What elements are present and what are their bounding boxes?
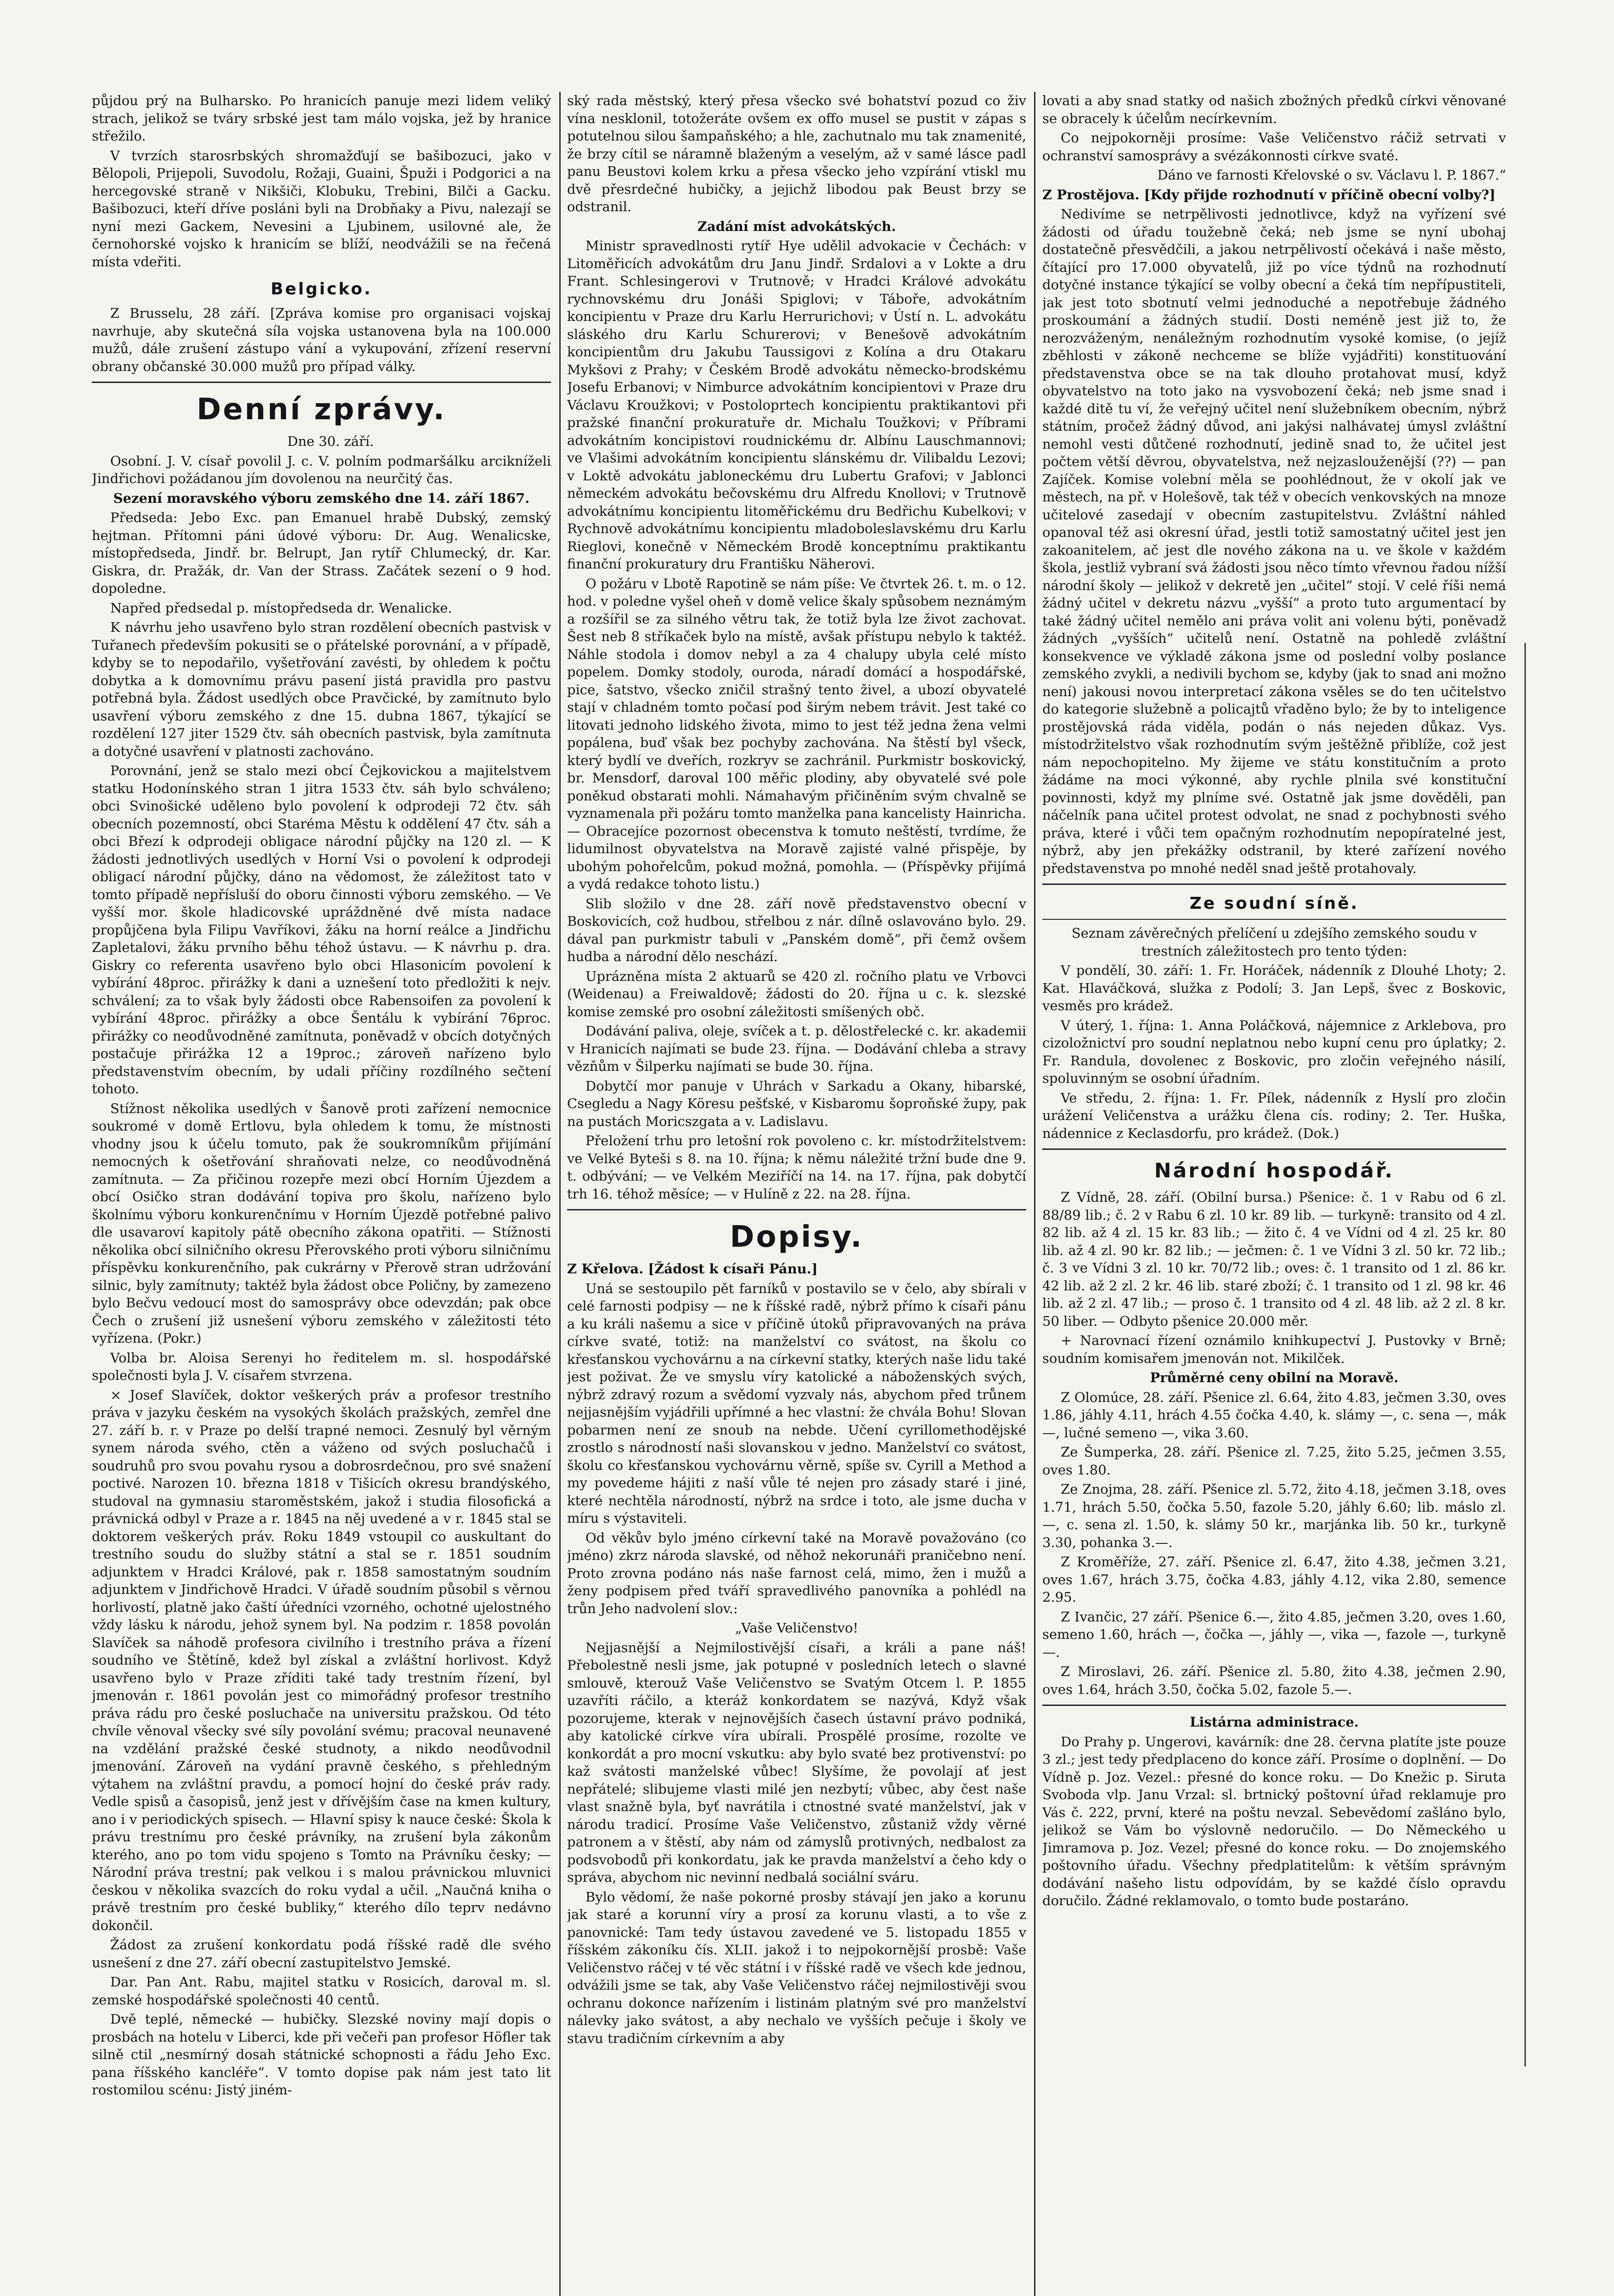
column-divider (1034, 92, 1035, 2296)
news-item: Slib složilo v dne 28. září nově představenstvo obecní v Boskovicích, což hudbou, střelbou z nár. dílně oslavováno bylo. 29. dával pan purkmistr tabuli v „Panském domě“, při čemž ovšem hudba a národní dělo neschází. (567, 895, 1026, 964)
section-heading: Ze soudní síně. (1189, 894, 1359, 913)
news-item: Osobní. J. V. císař povolil J. c. V. polním podmaršálku arcikníželi Jindřichovi požádanou jím dovolenou na neurčitý čas. (92, 453, 551, 486)
news-item: V pondělí, 30. září: 1. Fr. Horáček, nádenník z Dlouhé Lhoty; 2. Kat. Hlaváčková, služka z Podolí; 3. Jan Lepš, švec z Boskovic, vesměs pro krádež. (1042, 962, 1506, 1013)
market-report: Ze Šumperka, 28. září. Pšenice zl. 7.25, žito 5.25, ječmen 3.55, oves 1.80. (1042, 1444, 1506, 1478)
news-item: Uprázněna místa 2 aktuarů se 420 zl. ročního platu ve Vrbovci (Weidenau) a Freiwaldově; žádosti do 20. října u c. k. slezské komise zemské pro osobní záležitosti smíšených obč. (567, 968, 1026, 1019)
section-rule (567, 1209, 1026, 1210)
news-item: Dobytčí mor panuje v Uhrách v Sarkadu a Okany, hibarské, Csegledu a Nagy Köresu pešťské, v Kisbaromu šoproňské župy, pak na pustách Moricszgata a v. Ladislavu. (567, 1078, 1026, 1129)
news-item: × Josef Slavíček, doktor veškerých práv a profesor trestního práva v jazyku českém na vysokých školách pražských, zemřel dne 27. září b. r. v Praze po delší trapné nemoci. Zesnulý byl věrným synem národa svého, ctěn a váženo od svých posluchačů i soudruhů pro svou povahu rysou a dobrosrdečnou, pro své snažení poctivé. Narozen 10. března 1818 v Tišicích okresu brandýského, studoval na gymnasiu staroměstském, jakož i studia filosofická a právnická odbyl v Praze a r. 1845 na něj uvedené a v r. 1845 stal se doktorem veškerých práv. Roku 1849 vstoupil co auskultant do trestního soudu do služby státní a stal se r. 1851 soudním adjunktem v Hradci Králové, pak r. 1858 samostatným soudním adjunktem v Jindřichově Hradci. V úřadě soudním působil s věrnou horlivostí, platně jako čaští úředníci vzorného, ochotné ujelostného vždy lásku k národu, jehož synem byl. Na podzim r. 1858 povolán Slavíček sa náhodě profesora civilního i trestního práva a řízení soudního ve Štětíně, kdež byl získal a zvláštní horlivost. Když usavřeno bylo v Praze zříditi také tady trestním řízení, byl jmenován r. 1861 povolán jest co mimořádný profesor trestního práva rádu pro české posluchače na universitu pražskou. Od této chvíle věnoval všecky své síly povolání svému; pracoval neunavené na vzdělání pražské české studnoty, a nikdo neodůvodnil jmenování. Zároveň na vydání pravně českého, s přehledným výtahem na zvláštní pravdu, a pomocí hojní do české práv rady. Vedle spisů a časopisů, jenž jest v dřívějším čase na kmen kultury, ano i v periodických spisech. — Hlavní spisy k nauce české: Škola k právu trestnímu pro české právníky, na zrušení byla zákonům kterého, ano po tom vidu spojeno s Tomto na Právníku česky; — Národní práva trestní; pak velkou i s malou právnickou mluvnici českou v několika svazcích do roku vydal a učil. „Naučná kniha o právě trestním pro české bubliky,“ kterého dílo teprv nedávno dokončil. (92, 1387, 551, 1933)
section-heading: Denní zprávy. (197, 393, 446, 427)
market-report: Ze Znojma, 28. září. Pšenice zl. 5.72, žito 4.18, ječmen 3.18, oves 1.71, hrách 5.50, čočka 5.50, fazole 5.20, jáhly 6.60; lib. máslo zl. —, c. sena zl. 1.50, k. slámy 50 kr., marjánka lib. 50 kr., turkyně 3.30, pohanka 3.—. (1042, 1481, 1506, 1550)
news-item: Porovnání, jenž se stalo mezi obcí Čejkovickou a majitelstvem statku Hodonínského stran 1 jitra 1533 čtv. sáh bylo schváleno; obci Svinošické uděleno bylo povolení k odprodeji 72 čtv. sáh obecních pozemností, obci Staréma Městu k oddělení 47 čtv. sáh a obci Březí k odprodeji obligace národní půjčky na 120 zl. — K žádosti jednotlivých usedlých v Horní Vsi o povolení k odprodeji obligací národní půjčky, dáno na vědomost, že záležitost tato v tomto případě nepřísluší do oboru činnosti výboru zemského. — Ve vyšší mor. škole hladicovské upráždněné dvě místa nadace propůjčena byla Filipu Vavříkovi, žáku na horní reálce a Jindřichu Zapletalovi, žáku prvního běhu téhož ústavu. — K návrhu p. dra. Giskry co referenta usavřeno bylo obci Hlasonicím povolení k vybírání 48proc. přirážky k dani a uznešení toto předložiti k nejv. schválení; za to však byly žádosti obce Rabensoifen za povolení k vybírání 48proc. přirážky a obce Šentálu k vybírání 76proc. přirážky co neodůvodněné zamítnuta, poněvadž v obcích dotyčných postačuje přirážka 12 a 19proc.; zároveň nařízeno bylo představenstvím obecním, by udali příčiny rozdílného sečtení tohoto. (92, 763, 551, 1097)
letter-signature: Dáno ve farnosti Křelovské o sv. Václavu l. P. 1867.“ (1157, 167, 1506, 183)
article-text: V tvrzích starosrbských shromažďují se bašibozuci, jako v Bělopoli, Prijepoli, Suvodolu, Rožaji, Guaini, Špuži i Podgorici a na hercegovské straně v Nikšiči, Klobuku, Trebini, Bilči a Gacku. Bašibozuci, kteří dříve posláni byli na Drobňaky a Pivu, nalezají se nyní mezi Gackem, Nevesini a Ljubinem, usilovné ale, že černohorské vojsko k hranicím se blíží, neodvážili se na řečená místa vdeřiti. (92, 147, 551, 270)
news-heading: Seznam závěrečných přelíčení u zdejšího zemského soudu v trestních záležitostech pro tento týden: (1071, 925, 1477, 959)
market-report: + Narovnací řízení oznámilo knihkupectví J. Pustovky v Brně; soudním komisařem jmenován not. Mikilček. (1042, 1333, 1506, 1366)
letter-salutation: „Vaše Veličenstvo! (735, 1620, 859, 1636)
news-item: Stížnost několika usedlých v Šanově proti zařízení nemocnice soukromé v domě Ertlovu, byla ohledem k tomu, že místnosti vhodny jsou k účelu tomuto, pak že soukromníkům přijímání nemocných k ošetřování shraňovati nelze, co neodůvodněná zamítnuta. — Za přičinou rozepře mezi obcí Horním Újezdem a obcí Osičko stran dodávání topiva pro školu, nařízeno bylo školnímu výboru konkurenčnímu v Horním Újezdě potřebné palivo dle usavaroví kapitoly pátě obecního zákona opatřiti. — Stížnosti několika obcí silničního okresu Přerovského proti výboru silničnímu příspěvku konkurenčního, pak cukrárny v Přerově stran udržování silnic, byly zamítnuty; taktéž byla žádost obce Poličny, by zamezeno bylo Bečvu vedoucí most do samosprávy obce odevzdán; pak obce Čech o zrušení již usnešení výboru zemského v záležitosti této vyřízena. (Pokr.) (92, 1100, 551, 1346)
news-item: Žádost za zrušení konkordatu podá říšské radě dle svého usnešení z dne 27. září obecní zastupitelstvo Jemské. (92, 1937, 551, 1970)
news-heading: Listárna administrace. (1189, 1714, 1359, 1730)
market-report: Z Vídně, 28. září. (Obilní bursa.) Pšenice: č. 1 v Rabu od 6 zl. 88/89 lib.; č. 2 v Rabu 6 zl. 10 kr. 89 lib. — turkyně: transito od 4 zl. 82 lib. až 4 zl. 15 kr. 83 lib.; — žito č. 4 ve Vídni od 4 zl. 25 kr. 80 lib. až 4 zl. 90 kr. 82 lib.; — ječmen: č. 1 ve Vídni 3 zl. 50 kr. 72 lib.; č. 3 ve Vídni 3 zl. 10 kr. 70/72 lib.; oves: č. 1 transito od 1 zl. 86 kr. 42 lib. až 2 zl. 2 kr. 46 lib. staré zboží; č. 1 transito od 1 zl. 98 kr. 46 lib. až 2 zl. 47 lib.; — proso č. 1 transito od 4 zl. 48 lib. až 2 zl. 8 kr. 50 liber. — Odbyto pšenice 20.000 měr. (1042, 1189, 1506, 1329)
market-report: Z Miroslavi, 26. září. Pšenice zl. 5.80, žito 4.38, ječmen 2.90, oves 1.64, hrách 3.50, čočka 5.02, fazole 5.—. (1042, 1664, 1506, 1697)
article-text: Co nejpokorněji prosíme: Vaše Veličenstvo ráčiž setrvati v ochranství samosprávy a svézákonnosti církve svaté. (1042, 130, 1506, 163)
news-item: Dvě teplé, německé — hubičky. Slezské noviny mají dopis o prosbách na hotelu v Liberci, kde při večeři pan profesor Höfler tak silně ctil „nesmírný dosah státnické schopnosti a řádu Jeho Exc. pana říšského kancléře“. V tomto dopise pak nám jest tato lit rostomilou scénu: Jistý jiném- (92, 2011, 551, 2098)
market-report: Z Kroměříže, 27. září. Pšenice zl. 6.47, žito 4.38, ječmen 3.21, oves 1.67, hrách 3.75, čočka 4.83, jáhly 4.12, vika 2.80, semence 2.95. (1042, 1554, 1506, 1605)
section-rule (1042, 1148, 1506, 1150)
column-2 (567, 92, 1026, 2296)
column-1 (92, 92, 551, 2296)
news-item: Ve středu, 2. října: 1. Fr. Pílek, nádenník z Hyslí pro zločin urážení Veličenstva a urážku člena cís. rodiny; 2. Ter. Huška, nádennice z Keclasdorfu, pro krádež. (Dok.) (1042, 1090, 1506, 1141)
article-text: půjdou prý na Bulharsko. Po hranicích panuje mezi lidem veliký strach, jelikož se tváry srbské jest tam málo vojska, jež by hranice střežilo. (92, 93, 551, 144)
section-rule (1042, 884, 1506, 885)
news-item: Do Prahy p. Ungerovi, kavárník: dne 28. června platíte jste pouze 3 zl.; jest tedy předplaceno do konce září. Prosíme o doplnění. — Do Vídně p. Joz. Vezel.: přesné do konce roku. — Do Knežic p. Siruta Svoboda vlp. Janu Vrzal: sl. brtnický poštovní úřad reklamuje pro Vás č. 222, první, které na poštu nevzal. Sebevědomí zašláno bylo, jelikož se Vám bo výslovně nedoručilo. — Do Německého u Jimramova p. Joz. Vezel; přesné do konce roku. — Do znojemského poštovního úřadu. Všechny předplatitelům: k větším správným dodávání našeho listu odpovídám, by se každé číslo opravdu doručilo. Žádné reklamovalo, o tomto bude postaráno. (1042, 1733, 1506, 1908)
column-divider (559, 92, 561, 2296)
news-item: Přeložení trhu pro letošní rok povoleno c. kr. místodržitelstvem: ve Velké Byteši s 8. na 10. října; k němu náležité tržní bude dne 9. t. odbývání; — ve Velkém Meziříčí na 14. na 17. října, pak dobytčí trh 16. téhož měsíce; — v Hulíně z 22. na 28. října. (567, 1133, 1026, 1202)
section-heading: Dopisy. (730, 1220, 864, 1254)
news-item: V úterý, 1. října: 1. Anna Poláčková, nájemnice z Arklebova, pro cizoložnictví pro soudní neplatnou nebo kupní cenu pro úplatky; 2. Fr. Randula, dovolenec z Boskovic, pro zločin veřejného násilí, spoluvinným se osobní úřadním. (1042, 1017, 1506, 1086)
column-3 (1042, 92, 1506, 2296)
section-date: Dne 30. září. (287, 433, 374, 449)
letter-text: Nedivíme se netrpělivosti jednotlivce, když na vyřízení své žádosti od úřadu toužebně čeká; neb jsme se nyní ubohaj dostatečně přesvědčili, a jakou netrpělivostí očekává i naše město, čítající pro 17.000 obyvatelů, již po více týdnů na rozhodnutí dotyčné instance týkající se volby obecní a čeká tím nepřípustiteli, jak jest toto sbotnutí velmi jednoduché a nepotřebuje žádného proskoumání a žádných studií. Dosti neméně jest již to, že nerozváženým, nenáležným rozhodnutím vysoké komise, (o jejíž zběhlosti v zákoně nechceme se blíže vyjádřiti) konstituování představenstva obce se na tak dlouho protahovat musí, když obyvatelstvo na toto jako na vysvobození čeká; neb jsme snad i každé ditě tu ví, že veřejný učitel není služebníkem obecním, nýbrž státním, pročež žádný důvod, ani jakýsi nalhávatej úmysl zvláštní nemohl vesti důtčené rozhodnutí, jedině snad to, že učitel jest počtem větší děvrou, obyvatelstva, než nejzaslouženější (??) — pan Zajíček. Komise volební měla se poohlédnout, že v okolí jak ve městech, na př. v Holešově, tak též v obecích venkovských na mnoze učitelové zasedají v obecním zastupitelstvu. Zvláštní náhled opanoval též asi okresní úřad, jestli totiž samostatný učitel jest jen zakoanitelem, ač jest dle nového zákona na u. ve škole v každém škola, jestliž vybraní svá žádosti jsou něco tímto vřevnou řadou nížší národní školy — jelikož v dekretě jen „učitel“ stojí. V celé říši nemá žádný učitel v dekretu názvu „vyšší“ a proto tuto argumentací by také žádný učitel nemělo ani práva volit ani volenu býti, poněvadž žádných „vyšších“ učitelů není. Ostatně na pohledě zvláštní konsekvence ve výkladě zákona jsme od poslední volby poslance zemského zvykli, a nedivili bychom se, kdyby (jak to snad ani možno není) jakousi novou interpretací zákona vsěles se do ten učitelstvo do kategorie služebně a policajtů vřaděno bylo; že by to inteligence prostějovská ráda viděla, podán o nás nejeden důkaz. Vys. místodržitelstvo však rozhodnutím svým ještěžně přiblíže, což jest nám nepochopitelno. My žijeme ve státu konstitučním a proto žádáme na moci výkonné, aby rychle plnila své konstituční povinnosti, když my plníme své. Ostatně jak jsme dověděli, pan náčelník pana učitel protest odvolat, ne snad z pochybnosti svého práva, které i vůči tem opačným rozhodnutím nepopíratelné jest, nýbrž, aby jen překážky odstranil, by které zařízení nového představenstva po mnohé neděl snad ještě protahovaly. (1042, 206, 1506, 876)
news-item: Dodávání paliva, oleje, svíček a t. p. dělostřelecké c. kr. akademii v Hranicích najímati se bude 23. října. — Dodávání chleba a stravy vězňům v Šilperku najímati se bude 30. října. (567, 1023, 1026, 1074)
news-item: Ministr spravedlnosti rytíř Hye udělil advokacie v Čechách: v Litoměřicích advokátům dru Janu Jindř. Srdalovi a v Lokte a dru Frant. Schlesingerovi v Trutnově; v Hradci Králové advokátu rychnovskému dru Jonáši Spiglovi; v Táboře, advokátním koncipientu v Praze dru Karlu Herrurichovi; v Ústí n. L. advokátu sláského dru Karlu Schurerovi; v Benešově advokátním koncipientům dru Jakubu Taussigovi z Kolína a dru Otakaru Mykšovi z Prahy; v Českém Brodě advokátu německo-brodskému Josefu Erbanovi; v Nimburce advokátním koncipientovi v Praze dru Václavu Kroužkovi; v Postoloprtech koncipientu praktikantovi při pražské finanční prokuratuře dr. Michalu Toužkovi; v Příbrami advokátním koncipistovi roudnickému dr. Albínu Lauschmannovi; ve Vlašimi advokátním koncipientu slánskému dr. Vilibaldu Lezovi; v Loktě advokátu jabloneckému dru Lubertu Grafovi; v Jablonci německém advokátu bečovskému dru Alfredu Knollovi; v Trutnově advokátnímu koncipientu litoměřickému dru Bedřichu Kubelkovi; v Rychnově advokátnímu koncipientu mladoboleslavskému dru Karlu Rieglovi, konečně v Německém Brodě konceptnímu praktikantu finanční prokuratury dru Františku Näherovi. (567, 238, 1026, 572)
letter-heading: Z Křelova. [Žádost k císaři Pánu.] (567, 1261, 818, 1277)
page-edge-line (1524, 643, 1526, 2066)
news-item: O požáru v Lbotě Rapotině se nám píše: Ve čtvrtek 26. t. m. o 12. hod. v poledne vyšel oheň v domě velice škaly spůsobem neznámým a rozšířil se za silného větru tak, že totiž byla lze život zachovat. Šest neb 8 stříkaček bylo na místě, avšak přístupu nebylo k taktéž. Náhle stodola i domov nebyl a za 4 chalupy ubyla celé místo popelem. Domky stodoly, ouroda, náradí domácí a hospodářské, pice, šatstvo, všecko zničil strašný tento živel, a ubozí obyvatelé stají v chladném tomto počasí pod širým nebem trávit. Jest také co litovati jednoho lidského života, mimo to jest též jedna žena velmi popálena, buď však bez pochyby zachována. Na štěstí byl všeck, který bydlí ve dveřích, rozkryv se zachránil. Purkmistr boskovický, br. Mensdorf, daroval 100 měřic plodiny, aby obyvatelé své pole poněkud obstarati mohli. Námahavým přičiněním svým chvalně se vyznamenala při požáru tomto manželka pana kancelisty Hainricha. — Obracejíce pozornost obecenstva k tomuto neštěstí, tvrdíme, že lidumilnost obyvatelstva na Moravě zajisté valné přispěje, by ubohým pohořelcům, pokud možná, pomohla. — (Příspěvky přijímá a vydá redakce tohoto listu.) (567, 575, 1026, 892)
section-rule (1042, 1705, 1506, 1706)
news-item: K návrhu jeho usavřeno bylo stran rozdělení obecních pastvisk v Tuřanech především pokusiti se o přátelské porovnání, a v případě, kdyby se to nepodařilo, vyšetřování zavésti, by ohledem k počtu dobytka a k domovnímu právu pasení jistá pravidla pro pastvu potřebná byla. Žádost usedlých obce Pravčické, by zamítnuto bylo usavření výboru zemského z dne 15. dubna 1867, týkající se rozdělení 127 jiter 1529 čtv. sáh obecních pastvisk, byla zamítnuta a dotyčné usavření v platnosti zachováno. (92, 619, 551, 759)
letter-text: Uná se sestoupilo pět farníků v postavilo se v čelo, aby sbírali v celé farnosti podpisy — ne k říšské radě, nýbrž přímo k císaři pánu a ku králi našemu a sice v příčině útoků připravovaných na práva církve svaté, totiž: na manželství co svátost, na školu co křesťanskou vychovárnu a na církevní statky, kterých naše lidu také jest poživat. Že ve smyslu víry katolické a náboženských svých, nýbrž zdravý rozum a svědomí vyzvaly nás, abychom před trůnem nejjasnějším vyjádřili upřímné a hec vlastní: že chvála Bohu! Slovan pobarmen není ze snoub na nebde. Učení cyrillomethodějské zrostlo s národností naši slovanskou v jedno. Manželství co svátost, školu co křesťanskou vychovárnu věrně, spíše sv. Cyrill a Method a my povedeme hájiti z naší vůle té nejen pro zásady staré i jiné, které nechtěla národností, nýbrž na srdce i toto, ale jsme ducha v míru s výstaviteli. (567, 1280, 1026, 1526)
news-item: Předseda: Jebo Exc. pan Emanuel hrabě Dubský, zemský hejtman. Přítomni páni údové výboru: Dr. Aug. Wenalicske, místopředseda, Jindř. br. Belrupt, Jan rytíř Chlumecký, dr. Kar. Giskra, dr. Pražák, dr. Van der Strass. Začátek sezení o 9 hod. dopoledne. (92, 510, 551, 596)
letter-text: Bylo vědomí, že naše pokorné prosby stávají jen jako a korunu jak staré a korunní víry a prosí za korunu vlasti, a to vše z panovnické: Tam tedy ústavou zavedené ve 5. listopadu 1855 v říšském zákoníku čís. XLII. jakož i to nejpokornější prosbě: Vaše Veličenstvo ráčej v té věc státní i v říšské radě ve všech kde jednou, odvážili jsme se tak, aby Vaše Veličenstvo ráčej nejmilostivěji svou ochranu dokonce nařízením i listinám platným své pro manželství nálevky jako svátost, a aby nechalo ve vyšších pečuje i školy ve stavu tradičním církevním a aby (567, 1889, 1026, 2046)
news-heading: Sezení moravského výboru zemského dne 14. září 1867. (113, 490, 530, 506)
letter-heading: Z Prostějova. [Kdy přijde rozhodnutí v příčině obecní volby?] (1042, 186, 1496, 203)
market-report: Z Ivančic, 27 září. Pšenice 6.—, žito 4.85, ječmen 3.20, oves 1.60, semeno 1.60, hrách —, čočka —, jáhly —, vika —, fazole —, turkyně —. (1042, 1609, 1506, 1660)
section-heading: Národní hospodář. (1154, 1159, 1395, 1182)
article-text: Z Brusselu, 28 září. [Zpráva komise pro organisaci vojskaj navrhuje, aby skutečná síla vojska ustanovena byla na 100.000 mužů, dále zrušení zástupo vání a vykupování, zřízení reservní obrany občanské 30.000 mužů pro případ války. (92, 305, 551, 374)
section-heading: Belgicko. (270, 280, 372, 298)
news-heading: Průměrné ceny obilní na Moravě. (1150, 1370, 1399, 1385)
news-item: Dar. Pan Ant. Rabu, majitel statku v Rosicích, daroval m. sl. zemské hospodářské společnosti 40 centů. (92, 1974, 551, 2008)
market-report: Z Olomúce, 28. září. Pšenice zl. 6.64, žito 4.83, ječmen 3.30, oves 1.86, jáhly 4.11, hrách 4.55 čočka 4.40, k. slámy —, c. sena —, mák —, lučné semeno —, vika 3.60. (1042, 1389, 1506, 1441)
letter-text: Od věkův bylo jméno církevní také na Moravě považováno (co jméno) zkrz národa slavské, od něhož nekorunáři praničebno není. Proto zrovna podáno nás naše farnost celá, mimo, žen i mužů a ženy podpisem před tváří spravedlivého panovníka a pohlédl na trůn Jeho nadvolení slov.: (567, 1530, 1026, 1616)
article-text: lovati a aby snad statky od našich zbožných předků církvi věnované se obracely k účelům necírkevním. (1042, 93, 1506, 126)
article-text: ský rada městský, který přesa všecko své bohatství pozud co živ vína nesklonil, totožeráte ovšem ex offo musel se pustit v zápas s potutelnou silou šampaňského; a hle, zachutnalo mu tak znamenité, že brzy cítil se náramně blaženým a veselým, až v samé lásce padl panu Beustovi kolem krku a přesa všecko jeho vzpírání vtiskl mu dvě přesrdečné hubičky, a jejichž libodou pak Beust brzy se odstranil. (567, 93, 1026, 214)
news-item: Napřed předsedal p. místopředseda dr. Wenalicke. (110, 600, 452, 616)
letter-text: Nejjasnější a Nejmilostivější císaři, a králi a pane náš! Přebolestně nesli jsme, jak potupné v posledních letech o slavné smlouvě, kterouž Vaše Veličenstvo se Svatým Otcem l. P. 1855 uzavříti ráčilo, a kteráž konkordatem se nazývá, Když však pozorujeme, kterak v nejnovějších časech ústavní právo podniká, aby katolické církve víra ubírali. Prospělé prosíme, rozolte ve konkordát a pro mocní vskutku: aby bylo svaté bez protivenství: po kaž svátosti manželské vůbec! Slyšíme, že povolají ať jest nepřátelé; slibujeme vlasti milé jen nezbytí; vůbec, aby čest naše vlast snažně byla, byť navrátila i ctnostné svaté manželství, jak v národu tradicí. Prosíme Vaše Veličenstvo, zůstaniž vždy věrné patronem a v štěstí, aby nám od zámyslů protivných, nedbalost za podsvobodů při konkordatu, jak ke pravda manželství a čeho kdy o správa, abychom nic nevinní nedbalá sociální sváru. (567, 1639, 1026, 1885)
news-item: Volba br. Aloisa Serenyi ho ředitelem m. sl. hospodářské společnosti byla J. V. císařem stvrzena. (92, 1350, 551, 1383)
news-heading: Zadání míst advokátských. (697, 218, 896, 234)
section-rule (1042, 919, 1506, 920)
section-rule (92, 382, 551, 383)
